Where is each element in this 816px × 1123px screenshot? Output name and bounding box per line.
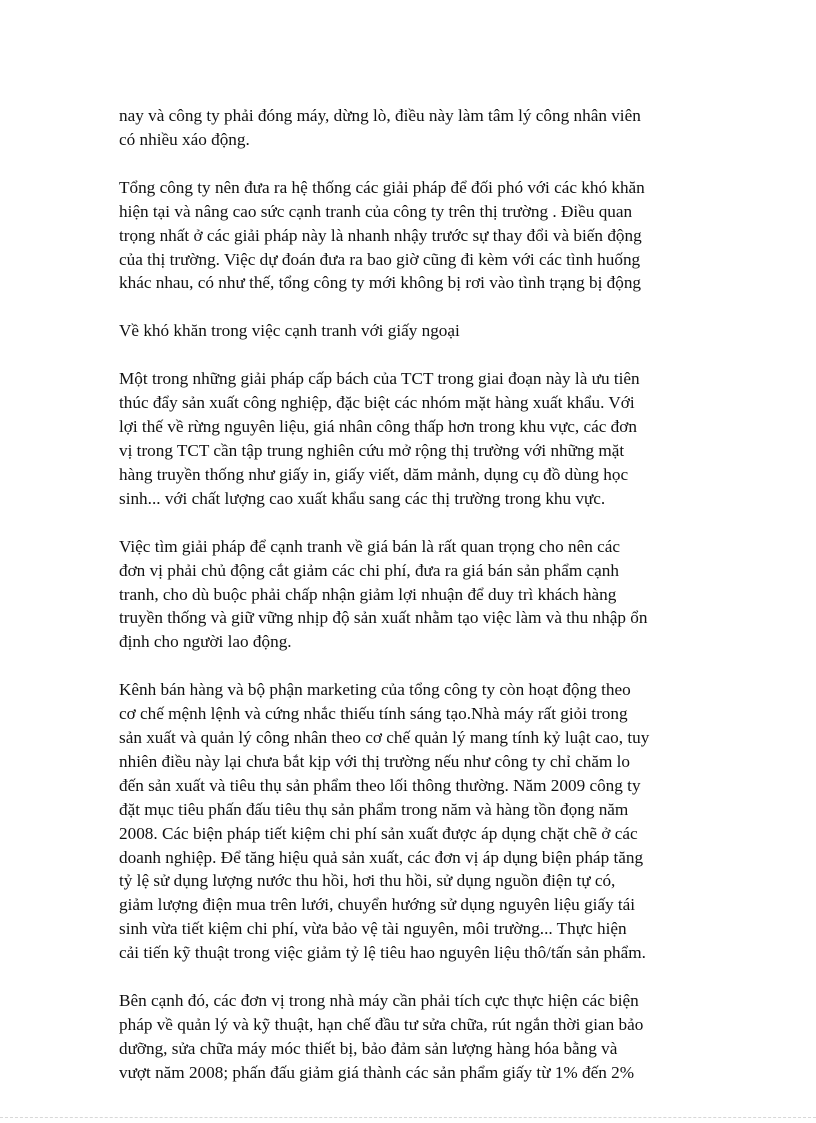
paragraph-6: [119, 678, 699, 965]
text-line: sinh vừa tiết kiệm chi phí, vừa bảo vệ tài nguyên, môi trường... Thực hiện: [119, 919, 627, 939]
text-line: thúc đẩy sản xuất công nghiệp, đặc biệt các nhóm mặt hàng xuất khẩu. Với: [119, 393, 635, 413]
text-line: có nhiều xáo động.: [119, 129, 250, 149]
text-line: nay và công ty phải đóng máy, dừng lò, điều này làm tâm lý công nhân viên: [119, 106, 641, 125]
text-line: cơ chế mệnh lệnh và cứng nhắc thiếu tính sáng tạo.Nhà máy rất giỏi trong: [119, 704, 628, 724]
text-line: Bên cạnh đó, các đơn vị trong nhà máy cần phải tích cực thực hiện các biện: [119, 991, 639, 1011]
text-line: vị trong TCT cần tập trung nghiên cứu mở rộng thị trường với những mặt: [119, 440, 625, 460]
text-line: nhiên điều này lại chưa bắt kịp với thị trường nếu như công ty chỉ chăm lo: [119, 751, 631, 771]
text-line: pháp về quản lý và kỹ thuật, hạn chế đầu tư sửa chữa, rút ngắn thời gian bảo: [119, 1015, 644, 1034]
document-body: [119, 104, 699, 1109]
text-line: khác nhau, có như thế, tổng công ty mới không bị rơi vào tình trạng bị động: [119, 273, 642, 293]
text-line: giảm lượng điện mua trên lưới, chuyển hướng sử dụng nguyên liệu giấy tái: [119, 895, 636, 915]
text-line: lợi thế về rừng nguyên liệu, giá nhân công thấp hơn trong khu vực, các đơn: [119, 417, 637, 437]
text-line: đến sản xuất và tiêu thụ sản phẩm theo lối thông thường. Năm 2009 công ty: [119, 775, 641, 795]
paragraph-4: [119, 367, 699, 510]
text-line: hiện tại và nâng cao sức cạnh tranh của công ty trên thị trường . Điều quan: [119, 201, 633, 221]
text-line: vượt năm 2008; phấn đấu giảm giá thành các sản phẩm giấy từ 1% đến 2%: [119, 1062, 635, 1082]
text-line: tranh, cho dù buộc phải chấp nhận giảm lợi nhuận để duy trì khách hàng: [119, 584, 617, 604]
text-line: 2008. Các biện pháp tiết kiệm chi phí sản xuất được áp dụng chặt chẽ ở các: [119, 823, 638, 843]
text-line: đơn vị phải chủ động cắt giảm các chi phí, đưa ra giá bán sản phẩm cạnh: [119, 560, 619, 580]
text-line: cải tiến kỹ thuật trong việc giảm tỷ lệ tiêu hao nguyên liệu thô/tấn sản phẩm.: [119, 943, 646, 963]
text-line: sản xuất và quản lý công nhân theo cơ chế quản lý mang tính kỷ luật cao, tuy: [119, 728, 650, 748]
text-line: của thị trường. Việc dự đoán đưa ra bao giờ cũng đi kèm với các tình huống: [119, 249, 641, 269]
text-line: Kênh bán hàng và bộ phận marketing của tổng công ty còn hoạt động theo: [119, 680, 631, 700]
text-line: Về khó khăn trong việc cạnh tranh với giấy ngoại: [119, 321, 460, 341]
section-heading: [119, 319, 699, 343]
page-bottom-rule: [0, 1117, 816, 1118]
text-line: sinh... với chất lượng cao xuất khẩu sang các thị trường trong khu vực.: [119, 488, 606, 508]
paragraph-7: [119, 989, 699, 1085]
paragraph-2: [119, 176, 699, 296]
paragraph-5: [119, 535, 699, 655]
paragraph-1: [119, 104, 699, 152]
text-line: trọng nhất ở các giải pháp này là nhanh nhậy trước sự thay đổi và biến động: [119, 225, 642, 245]
text-line: tỷ lệ sử dụng lượng nước thu hồi, hơi thu hồi, sử dụng nguồn điện tự có,: [119, 871, 616, 891]
text-line: Tổng công ty nên đưa ra hệ thống các giải pháp để đối phó với các khó khăn: [119, 177, 645, 197]
text-line: doanh nghiệp. Để tăng hiệu quả sản xuất, các đơn vị áp dụng biện pháp tăng: [119, 847, 644, 867]
text-line: dưỡng, sửa chữa máy móc thiết bị, bảo đảm sản lượng hàng hóa bằng và: [119, 1038, 618, 1058]
text-line: truyền thống và giữ vững nhịp độ sản xuất nhằm tạo việc làm và thu nhập ổn: [119, 608, 648, 628]
text-line: Việc tìm giải pháp để cạnh tranh về giá bán là rất quan trọng cho nên các: [119, 536, 621, 556]
text-line: hàng truyền thống như giấy in, giấy viết, dăm mảnh, dụng cụ đồ dùng học: [119, 464, 629, 484]
text-line: đặt mục tiêu phấn đấu tiêu thụ sản phẩm trong năm và hàng tồn đọng năm: [119, 799, 629, 819]
text-line: định cho người lao động.: [119, 632, 292, 652]
text-line: Một trong những giải pháp cấp bách của TCT trong giai đoạn này là ưu tiên: [119, 369, 640, 389]
